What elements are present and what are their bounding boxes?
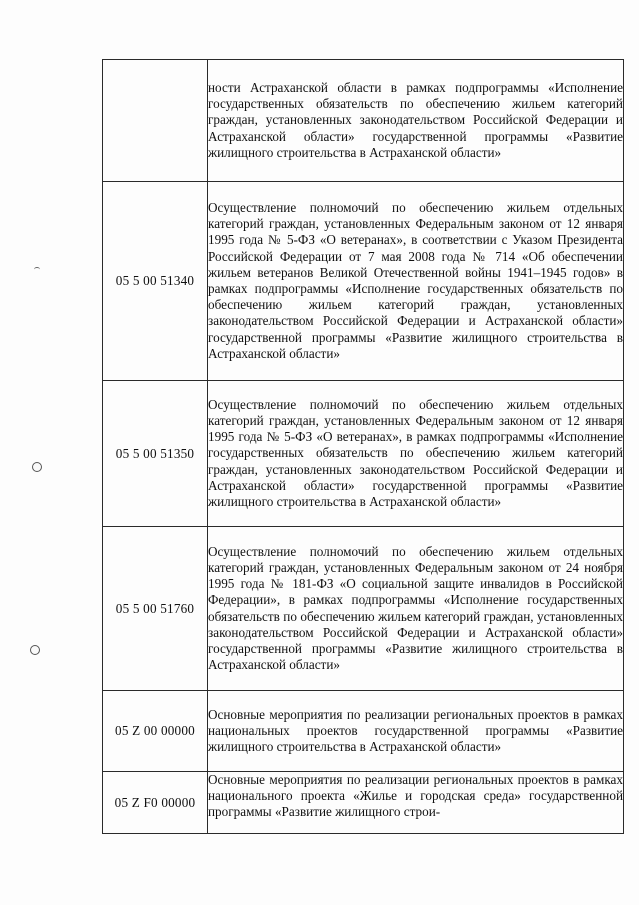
row-description: Осуществление полномочий по обеспечению жильем отдельных категорий граждан, установленных Федеральным законом от 24 ноября 1995 года № 181-ФЗ «О социальной защите инвалидов в Российской Федерации», в рамках подпрограммы «Исполнение государственных обязательств по обеспечению жильем категорий граждан, установленных законодательством Российской Федерации и Астраханской области» государственной программы «Развитие жилищного строительства в Астраханской области» [208,527,624,691]
row-description: Основные мероприятия по реализации региональных проектов в рамках национального проекта «Жилье и городская среда» государственной программы «Развитие жилищного строи- [208,772,624,834]
budget-classification-table [102,59,624,834]
table-row [103,527,624,691]
table-row [103,381,624,527]
table-row [103,772,624,834]
row-code [103,60,208,182]
table-row [103,182,624,381]
punch-hole-upper [32,462,42,472]
row-code: 05 Z 00 00000 [103,691,208,772]
scan-mark [34,267,40,272]
row-description: Основные мероприятия по реализации региональных проектов в рамках национальных проектов государственной программы «Развитие жилищного строительства в Астраханской области» [208,691,624,772]
row-code: 05 Z F0 00000 [103,772,208,834]
row-description: Осуществление полномочий по обеспечению жильем отдельных категорий граждан, установленных Федеральным законом от 12 января 1995 года № 5-ФЗ «О ветеранах», в соответствии с Указом Президента Российской Федерации от 7 мая 2008 года № 714 «Об обеспечении жильем ветеранов Великой Отечественной войны 1941–1945 годов» в рамках подпрограммы «Исполнение государственных обязательств по обеспечению жильем категорий граждан, установленных законодательством Российской Федерации и Астраханской области» государственной программы «Развитие жилищного строительства в Астраханской области» [208,182,624,381]
row-description: Осуществление полномочий по обеспечению жильем отдельных категорий граждан, установленных Федеральным законом от 12 января 1995 года № 5-ФЗ «О ветеранах», в рамках подпрограммы «Исполнение государственных обязательств по обеспечению жильем категорий граждан, установленных законодательством Российской Федерации и Астраханской области» государственной программы «Развитие жилищного строительства в Астраханской области» [208,381,624,527]
row-description: ности Астраханской области в рамках подпрограммы «Исполнение государственных обязательств по обеспечению жильем категорий граждан, установленных законодательством Российской Федерации и Астраханской области» государственной программы «Развитие жилищного строительства в Астраханской области» [208,60,624,182]
row-code: 05 5 00 51340 [103,182,208,381]
row-code: 05 5 00 51760 [103,527,208,691]
punch-hole-lower [30,645,40,655]
table-row [103,691,624,772]
table-row [103,60,624,182]
row-code: 05 5 00 51350 [103,381,208,527]
